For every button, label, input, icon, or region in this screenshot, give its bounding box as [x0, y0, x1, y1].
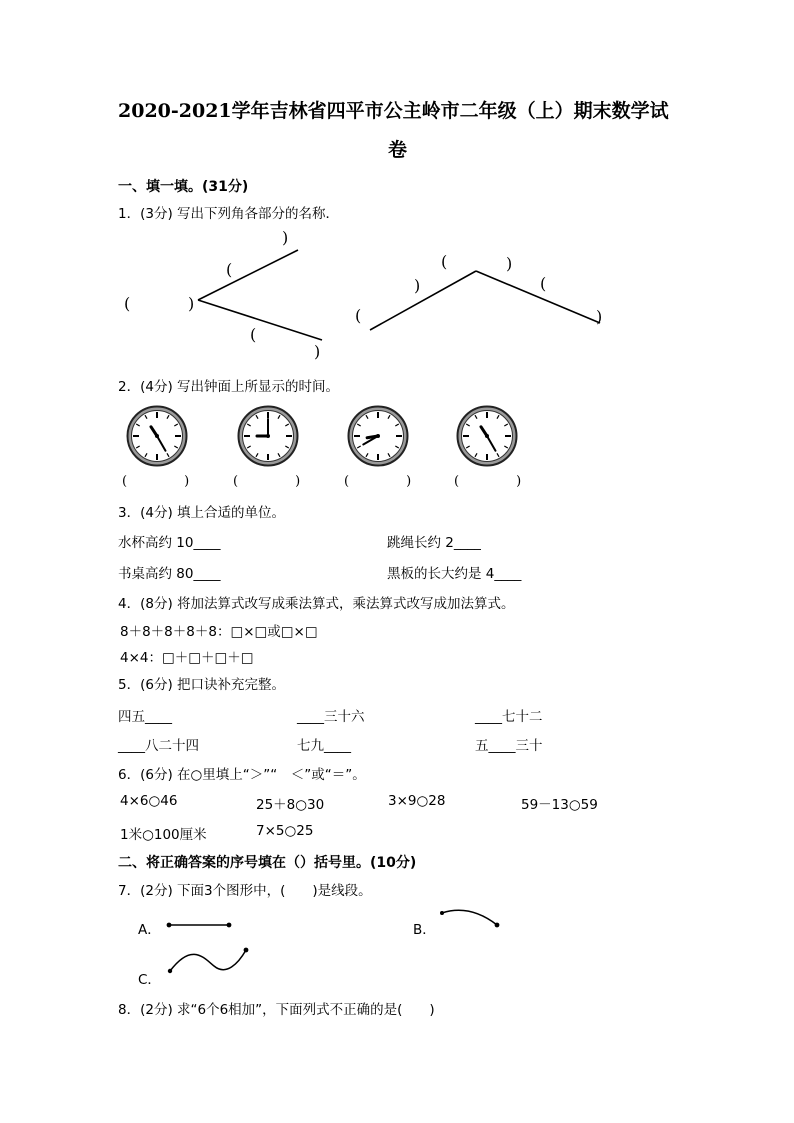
- answer-paren-open[interactable]: (: [250, 325, 257, 344]
- option-c-endpoint: [168, 969, 172, 973]
- q6-item[interactable]: 4×6○46: [120, 793, 178, 809]
- answer-paren-open[interactable]: (: [226, 260, 233, 279]
- answer-paren-open[interactable]: (: [124, 294, 131, 313]
- option-a-endpoint: [227, 923, 232, 928]
- q3-item-desk[interactable]: 书桌高约 80____: [118, 566, 221, 582]
- q3-item-cup[interactable]: 水杯高约 10____: [118, 535, 221, 551]
- q4-line-2[interactable]: 4×4：□＋□＋□＋□: [120, 650, 254, 666]
- q5-item[interactable]: ____七十二: [475, 709, 543, 725]
- answer-paren-close[interactable]: ): [314, 342, 321, 361]
- q6-item[interactable]: 7×5○25: [256, 823, 314, 839]
- q6-item[interactable]: 3×9○28: [388, 793, 446, 809]
- q3-item-rope[interactable]: 跳绳长约 2____: [387, 535, 481, 551]
- answer-paren-open[interactable]: (: [441, 252, 448, 271]
- q6-item[interactable]: 1米○100厘米: [120, 827, 207, 843]
- answer-paren-close[interactable]: ): [188, 294, 195, 313]
- q4-line-1[interactable]: 8＋8＋8＋8＋8：□×□或□×□: [120, 624, 318, 640]
- question-3-stem: 3．(4分) 填上合适的单位。: [118, 505, 286, 521]
- option-b-curve: [442, 910, 497, 925]
- q5-item[interactable]: ____八二十四: [118, 738, 199, 754]
- option-b-endpoint: [495, 923, 500, 928]
- clock-4-answer-blank[interactable]: ( ): [454, 474, 523, 489]
- question-5-stem: 5．(6分) 把口诀补充完整。: [118, 677, 286, 693]
- section-2-heading: 二、将正确答案的序号填在（）括号里。(10分): [118, 855, 417, 871]
- option-c-wave: [170, 950, 246, 971]
- section-1-heading: 一、填一填。(31分): [118, 179, 249, 195]
- page-title-continued: 卷: [388, 139, 408, 161]
- answer-paren-close[interactable]: ): [414, 276, 421, 295]
- q7-option-c-label[interactable]: C．: [138, 972, 161, 988]
- q5-item[interactable]: 四五____: [118, 709, 172, 725]
- page-title: 2020-2021学年吉林省四平市公主岭市二年级（上）期末数学试: [118, 100, 669, 122]
- q3-item-blackboard[interactable]: 黑板的长大约是 4____: [387, 566, 522, 582]
- answer-paren-open[interactable]: (: [540, 274, 547, 293]
- question-1-stem: 1．(3分) 写出下列角各部分的名称．: [118, 206, 340, 222]
- clock-1-answer-blank[interactable]: ( ): [122, 474, 191, 489]
- question-6-stem: 6．(6分) 在○里填上“＞”“ ＜”或“＝”。: [118, 767, 366, 783]
- q5-item[interactable]: ____三十六: [297, 709, 365, 725]
- q7-option-b-label[interactable]: B．: [413, 922, 436, 938]
- answer-paren-close[interactable]: ): [282, 228, 289, 247]
- q5-item[interactable]: 七九____: [297, 738, 351, 754]
- answer-paren-close[interactable]: ): [506, 254, 513, 273]
- question-2-stem: 2．(4分) 写出钟面上所显示的时间。: [118, 379, 340, 395]
- answer-paren-close[interactable]: ): [596, 307, 603, 326]
- option-a-endpoint: [167, 923, 172, 928]
- q7-option-a-label[interactable]: A．: [138, 922, 161, 938]
- option-b-endpoint: [440, 911, 444, 915]
- answer-paren-open[interactable]: (: [355, 306, 362, 325]
- clock-3-answer-blank[interactable]: ( ): [344, 474, 413, 489]
- clock-2-answer-blank[interactable]: ( ): [233, 474, 302, 489]
- question-7-stem: 7．(2分) 下面3个图形中，( )是线段。: [118, 883, 372, 899]
- question-4-stem: 4．(8分) 将加法算式改写成乘法算式，乘法算式改写成加法算式。: [118, 596, 515, 612]
- q6-item[interactable]: 59－13○59: [521, 797, 598, 813]
- option-c-endpoint: [244, 948, 249, 953]
- question-8-stem: 8．(2分) 求“6个6相加”，下面列式不正确的是( ): [118, 1002, 435, 1018]
- q5-item[interactable]: 五____三十: [475, 738, 543, 754]
- q6-item[interactable]: 25＋8○30: [256, 797, 325, 813]
